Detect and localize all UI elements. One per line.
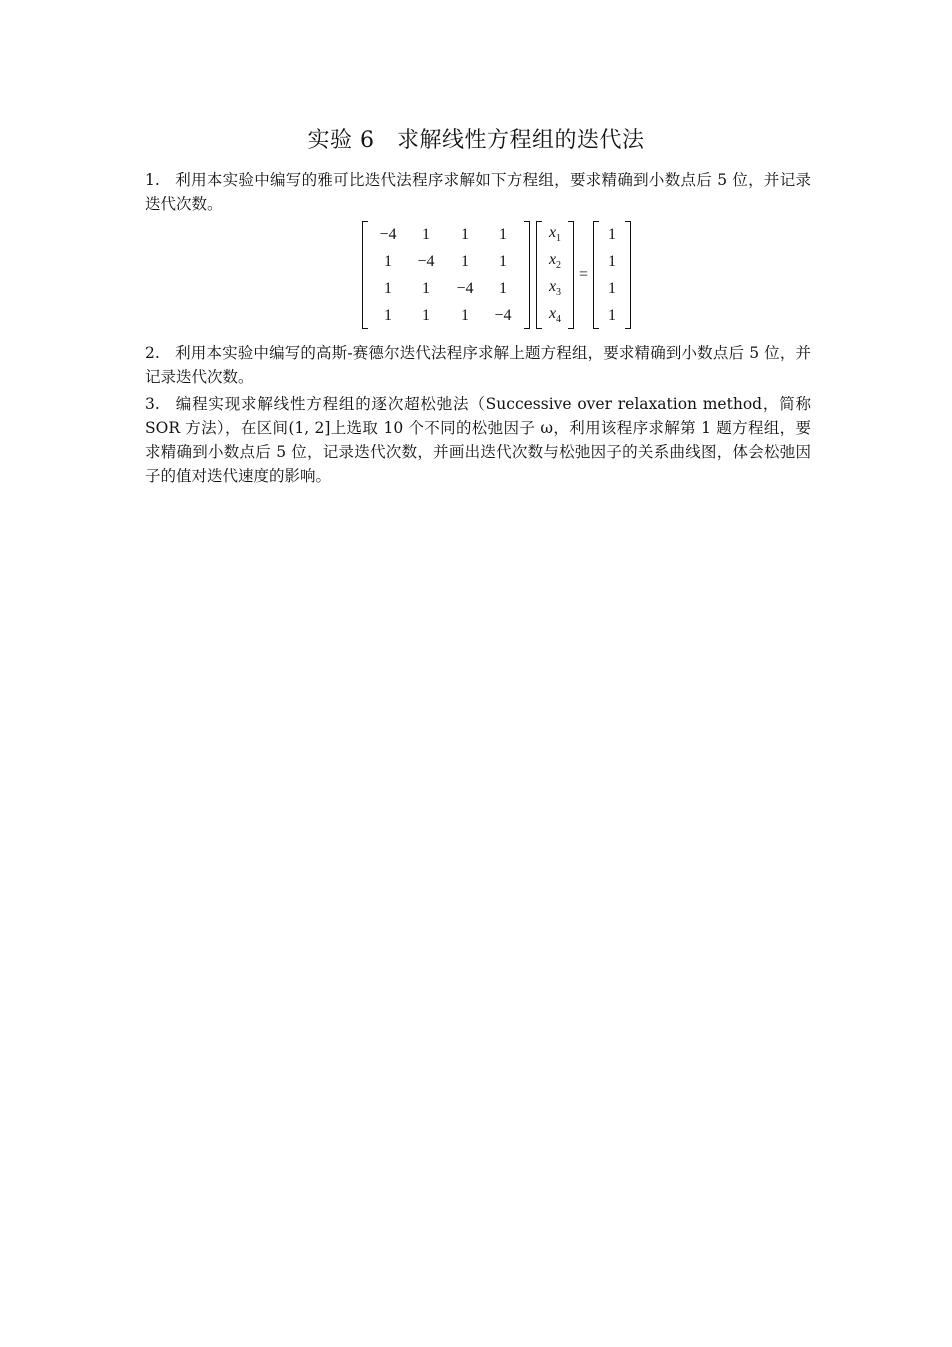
matrix-cell: 1 — [461, 225, 469, 243]
rhs-vector — [593, 221, 631, 329]
rhs-value: 1 — [608, 252, 617, 270]
question-text: 编程实现求解线性方程组的逐次超松弛法（Successive over relaxation method，简称 SOR 方法），在区间(1, 2]上选取 10 个不同的松弛因子 ω，利用该程序求解第 1 题方程组，要求精确到小数点后 5 位，记录迭代次数，并画出迭代次数与松弛因子的关系曲线图，体会松弛因子的值对迭代速度的影响。 — [145, 395, 811, 485]
question-text: 利用本实验中编写的高斯-赛德尔迭代法程序求解上题方程组，要求精确到小数点后 5 位，并记录迭代次数。 — [145, 344, 811, 386]
matrix-cell: 1 — [384, 279, 392, 297]
matrix-cell: 1 — [461, 306, 469, 324]
matrix-cell: 1 — [422, 279, 430, 297]
question-1 — [145, 168, 811, 216]
matrix-cell: 1 — [422, 306, 430, 324]
rhs-value: 1 — [608, 225, 617, 243]
matrix-cell: −4 — [417, 252, 435, 270]
matrix-equation — [362, 218, 631, 332]
question-number: 2. — [145, 344, 160, 362]
matrix-cell: 1 — [461, 252, 469, 270]
matrix-cell: 1 — [384, 252, 392, 270]
matrix-cell: 1 — [499, 279, 507, 297]
unknown-variable: $x_2$ — [548, 251, 562, 272]
matrix-cell: −4 — [456, 279, 474, 297]
question-2 — [145, 341, 811, 389]
matrix-cell: 1 — [422, 225, 430, 243]
unknown-variable: $x_4$ — [548, 305, 562, 326]
matrix-cell: 1 — [384, 306, 392, 324]
unknown-variable: $x_3$ — [548, 278, 562, 299]
question-number: 3. — [145, 395, 160, 413]
question-number: 1. — [145, 171, 160, 189]
coefficient-matrix — [362, 221, 530, 329]
page-title: 实验 6 求解线性方程组的迭代法 — [307, 128, 645, 153]
matrix-cell: −4 — [494, 306, 512, 324]
unknown-vector — [536, 221, 574, 329]
rhs-value: 1 — [608, 279, 617, 297]
matrix-cell: 1 — [499, 252, 507, 270]
matrix-cell: −4 — [379, 225, 397, 243]
question-3 — [145, 392, 811, 488]
rhs-value: 1 — [608, 306, 617, 324]
question-text: 利用本实验中编写的雅可比迭代法程序求解如下方程组，要求精确到小数点后 5 位，并记录迭代次数。 — [145, 171, 811, 213]
matrix-cell: 1 — [499, 225, 507, 243]
equals-sign: = — [579, 266, 589, 283]
unknown-variable: $x_1$ — [548, 224, 562, 245]
